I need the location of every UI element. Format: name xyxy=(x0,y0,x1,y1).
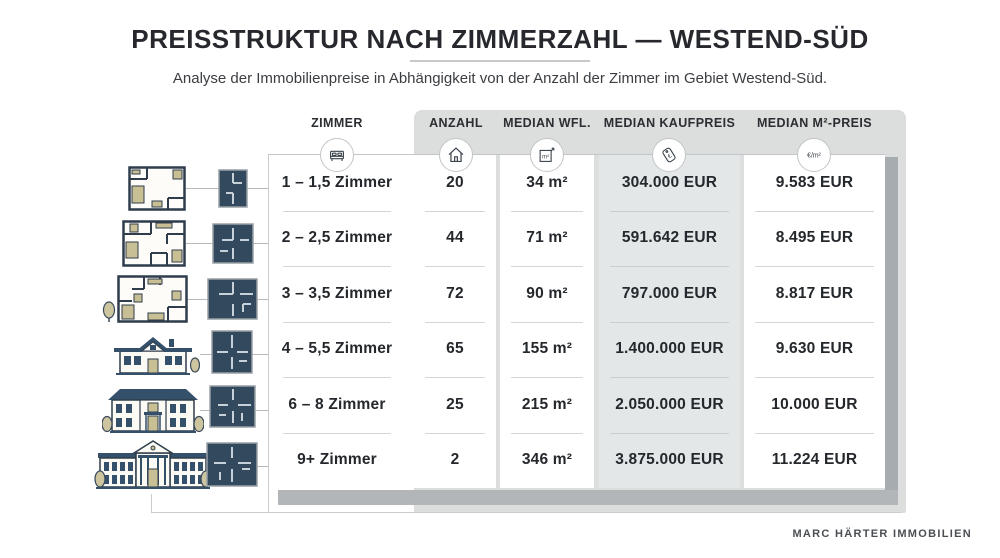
left-spine-line xyxy=(268,155,269,512)
column-header-wfl: MEDIAN WFL. xyxy=(503,116,591,130)
table-cell: 1 – 1,5 Zimmer xyxy=(281,173,393,191)
floorplan-illustration-3 xyxy=(102,275,188,323)
table-cell: 591.642 EUR xyxy=(599,211,740,267)
house-illustration-small xyxy=(106,332,200,376)
table-cell: 65 xyxy=(414,322,496,378)
blueprint-plan-1 xyxy=(218,169,248,208)
page-subtitle: Analyse der Immobilienpreise in Abhängigkeit von der Anzahl der Zimmer im Gebiet Westend-Süd. xyxy=(172,70,828,87)
blueprint-plan-2 xyxy=(212,223,254,264)
table-cell: 797.000 EUR xyxy=(599,266,740,322)
column-header-kaufpreis: MEDIAN KAUFPREIS xyxy=(603,116,736,130)
table-cell: 3.875.000 EUR xyxy=(599,433,740,489)
column-wfl xyxy=(500,155,594,488)
table-cell: 11.224 EUR xyxy=(744,433,885,489)
house-illustration-medium xyxy=(102,386,204,434)
blueprint-plan-5 xyxy=(209,385,256,428)
table-cell: 155 m² xyxy=(500,322,594,378)
table-shadow-bottom xyxy=(278,490,898,505)
table-cell: 10.000 EUR xyxy=(744,377,885,433)
table-cell: 4 – 5,5 Zimmer xyxy=(272,322,402,378)
table-cell: 9+ Zimmer xyxy=(272,433,402,489)
floor-area-icon xyxy=(530,138,564,172)
area-icon-label: m² xyxy=(542,154,550,161)
table-cell: 215 m² xyxy=(500,377,594,433)
table-cell: 34 m² xyxy=(526,173,568,191)
price-tag-icon xyxy=(652,138,686,172)
table-cell: 3 – 3,5 Zimmer xyxy=(272,266,402,322)
column-kaufpreis xyxy=(599,155,740,488)
euro-per-sqm-label: €/m² xyxy=(807,152,821,160)
column-zimmer xyxy=(272,155,402,488)
column-header-qmpreis: MEDIAN M²-PREIS xyxy=(756,116,873,130)
ground-connector xyxy=(151,494,152,512)
table-cell: 2 – 2,5 Zimmer xyxy=(272,211,402,267)
table-cell: 6 – 8 Zimmer xyxy=(272,377,402,433)
table-cell: 1.400.000 EUR xyxy=(599,322,740,378)
floorplan-illustration-2 xyxy=(122,220,186,267)
table-cell: 304.000 EUR xyxy=(621,173,718,191)
table-cell: 44 xyxy=(414,211,496,267)
table-cell: 9.630 EUR xyxy=(744,322,885,378)
table-cell: 2 xyxy=(414,433,496,489)
house-illustration-large xyxy=(94,437,212,490)
table-cell: 8.495 EUR xyxy=(744,211,885,267)
table-shadow-right xyxy=(885,157,898,505)
table-cell: 8.817 EUR xyxy=(744,266,885,322)
title-divider xyxy=(410,60,590,62)
page-title: PREISSTRUKTUR NACH ZIMMERZAHL — WESTEND-SÜD xyxy=(131,24,869,54)
euro-per-sqm-icon xyxy=(797,138,831,172)
blueprint-plan-3 xyxy=(207,278,258,320)
blueprint-plan-4 xyxy=(211,330,253,374)
table-cell: 71 m² xyxy=(500,211,594,267)
table-cell: 90 m² xyxy=(500,266,594,322)
table-cell: 2.050.000 EUR xyxy=(599,377,740,433)
column-header-zimmer: ZIMMER xyxy=(311,116,363,130)
table-cell: 346 m² xyxy=(500,433,594,489)
table-cell: 20 xyxy=(446,173,464,191)
tag-icon-label: € xyxy=(667,153,674,161)
column-anzahl xyxy=(414,155,496,488)
house-icon xyxy=(439,138,473,172)
column-qmpreis xyxy=(744,152,885,488)
table-cell: 72 xyxy=(414,266,496,322)
blueprint-plan-6 xyxy=(206,442,258,487)
floorplan-illustration-1 xyxy=(128,166,186,211)
table-cell: 25 xyxy=(414,377,496,433)
column-header-anzahl: ANZAHL xyxy=(429,116,483,130)
bed-icon xyxy=(320,138,354,172)
brand-footer: MARC HÄRTER IMMOBILIEN xyxy=(792,528,972,540)
ground-line xyxy=(151,512,901,513)
table-cell: 9.583 EUR xyxy=(775,173,854,191)
